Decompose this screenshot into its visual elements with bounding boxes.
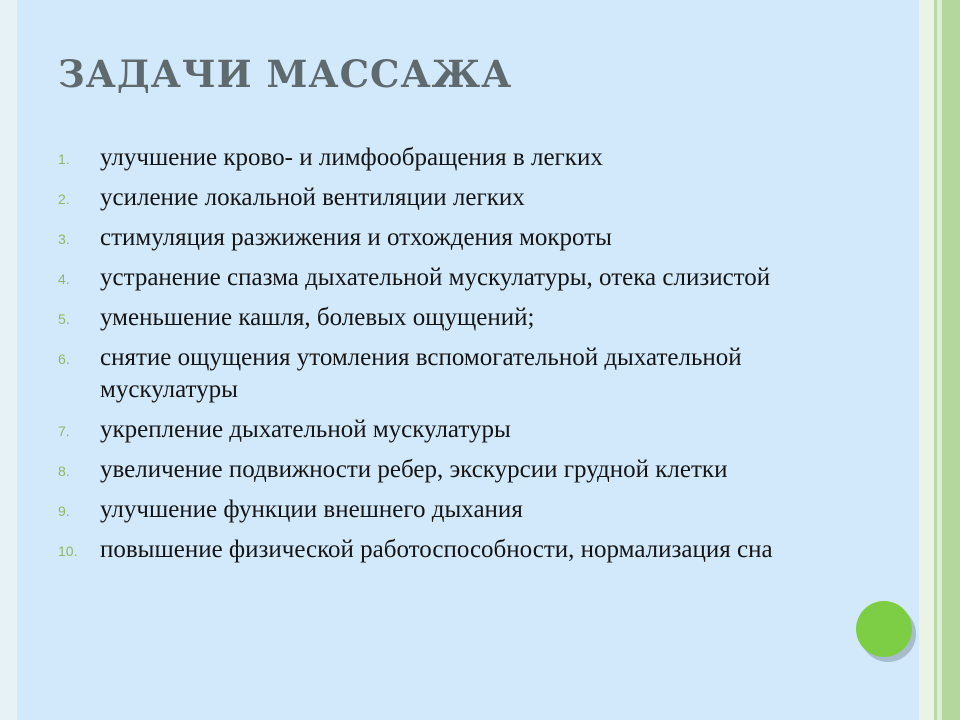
- slide-title: ЗАДАЧИ МАССАЖА: [58, 52, 513, 96]
- list-item: [58, 414, 848, 446]
- list-item: [58, 222, 848, 254]
- list-number: 5.: [58, 311, 70, 327]
- list-number: 4.: [58, 271, 70, 287]
- list-text: усиление локальной вентиляции легких: [100, 184, 525, 211]
- green-circle-icon: [856, 601, 912, 657]
- list-text: устранение спазма дыхательной мускулатуры, отека слизистой: [100, 264, 771, 291]
- list-item: [58, 494, 848, 526]
- list-number: 3.: [58, 231, 70, 247]
- list-number: 8.: [58, 463, 70, 479]
- list-text: уменьшение кашля, болевых ощущений;: [100, 304, 535, 331]
- list-item: [58, 142, 848, 174]
- list-item: [58, 342, 848, 406]
- list-text: стимуляция разжижения и отхождения мокроты: [100, 224, 612, 251]
- list-text: снятие ощущения утомления вспомогательной дыхательной мускулатуры: [100, 344, 742, 403]
- list-number: 7.: [58, 423, 70, 439]
- list-text: улучшение функции внешнего дыхания: [100, 496, 523, 523]
- list-number: 6.: [58, 351, 70, 367]
- right-stripe: [942, 0, 960, 720]
- list-item: [58, 262, 848, 294]
- list-item: [58, 534, 848, 566]
- list-number: 2.: [58, 191, 70, 207]
- task-list: [58, 142, 848, 574]
- list-item: [58, 182, 848, 214]
- list-text: увеличение подвижности ребер, экскурсии грудной клетки: [100, 456, 728, 483]
- list-item: [58, 454, 848, 486]
- right-border-light: [919, 0, 934, 720]
- list-text: улучшение крово- и лимфообращения в легких: [100, 144, 603, 171]
- left-border-strip: [0, 0, 17, 720]
- list-text: укрепление дыхательной мускулатуры: [100, 416, 511, 443]
- list-number: 10.: [58, 543, 78, 559]
- list-item: [58, 302, 848, 334]
- list-number: 9.: [58, 503, 70, 519]
- list-number: 1.: [58, 151, 70, 167]
- list-text: повышение физической работоспособности, нормализация сна: [100, 536, 773, 563]
